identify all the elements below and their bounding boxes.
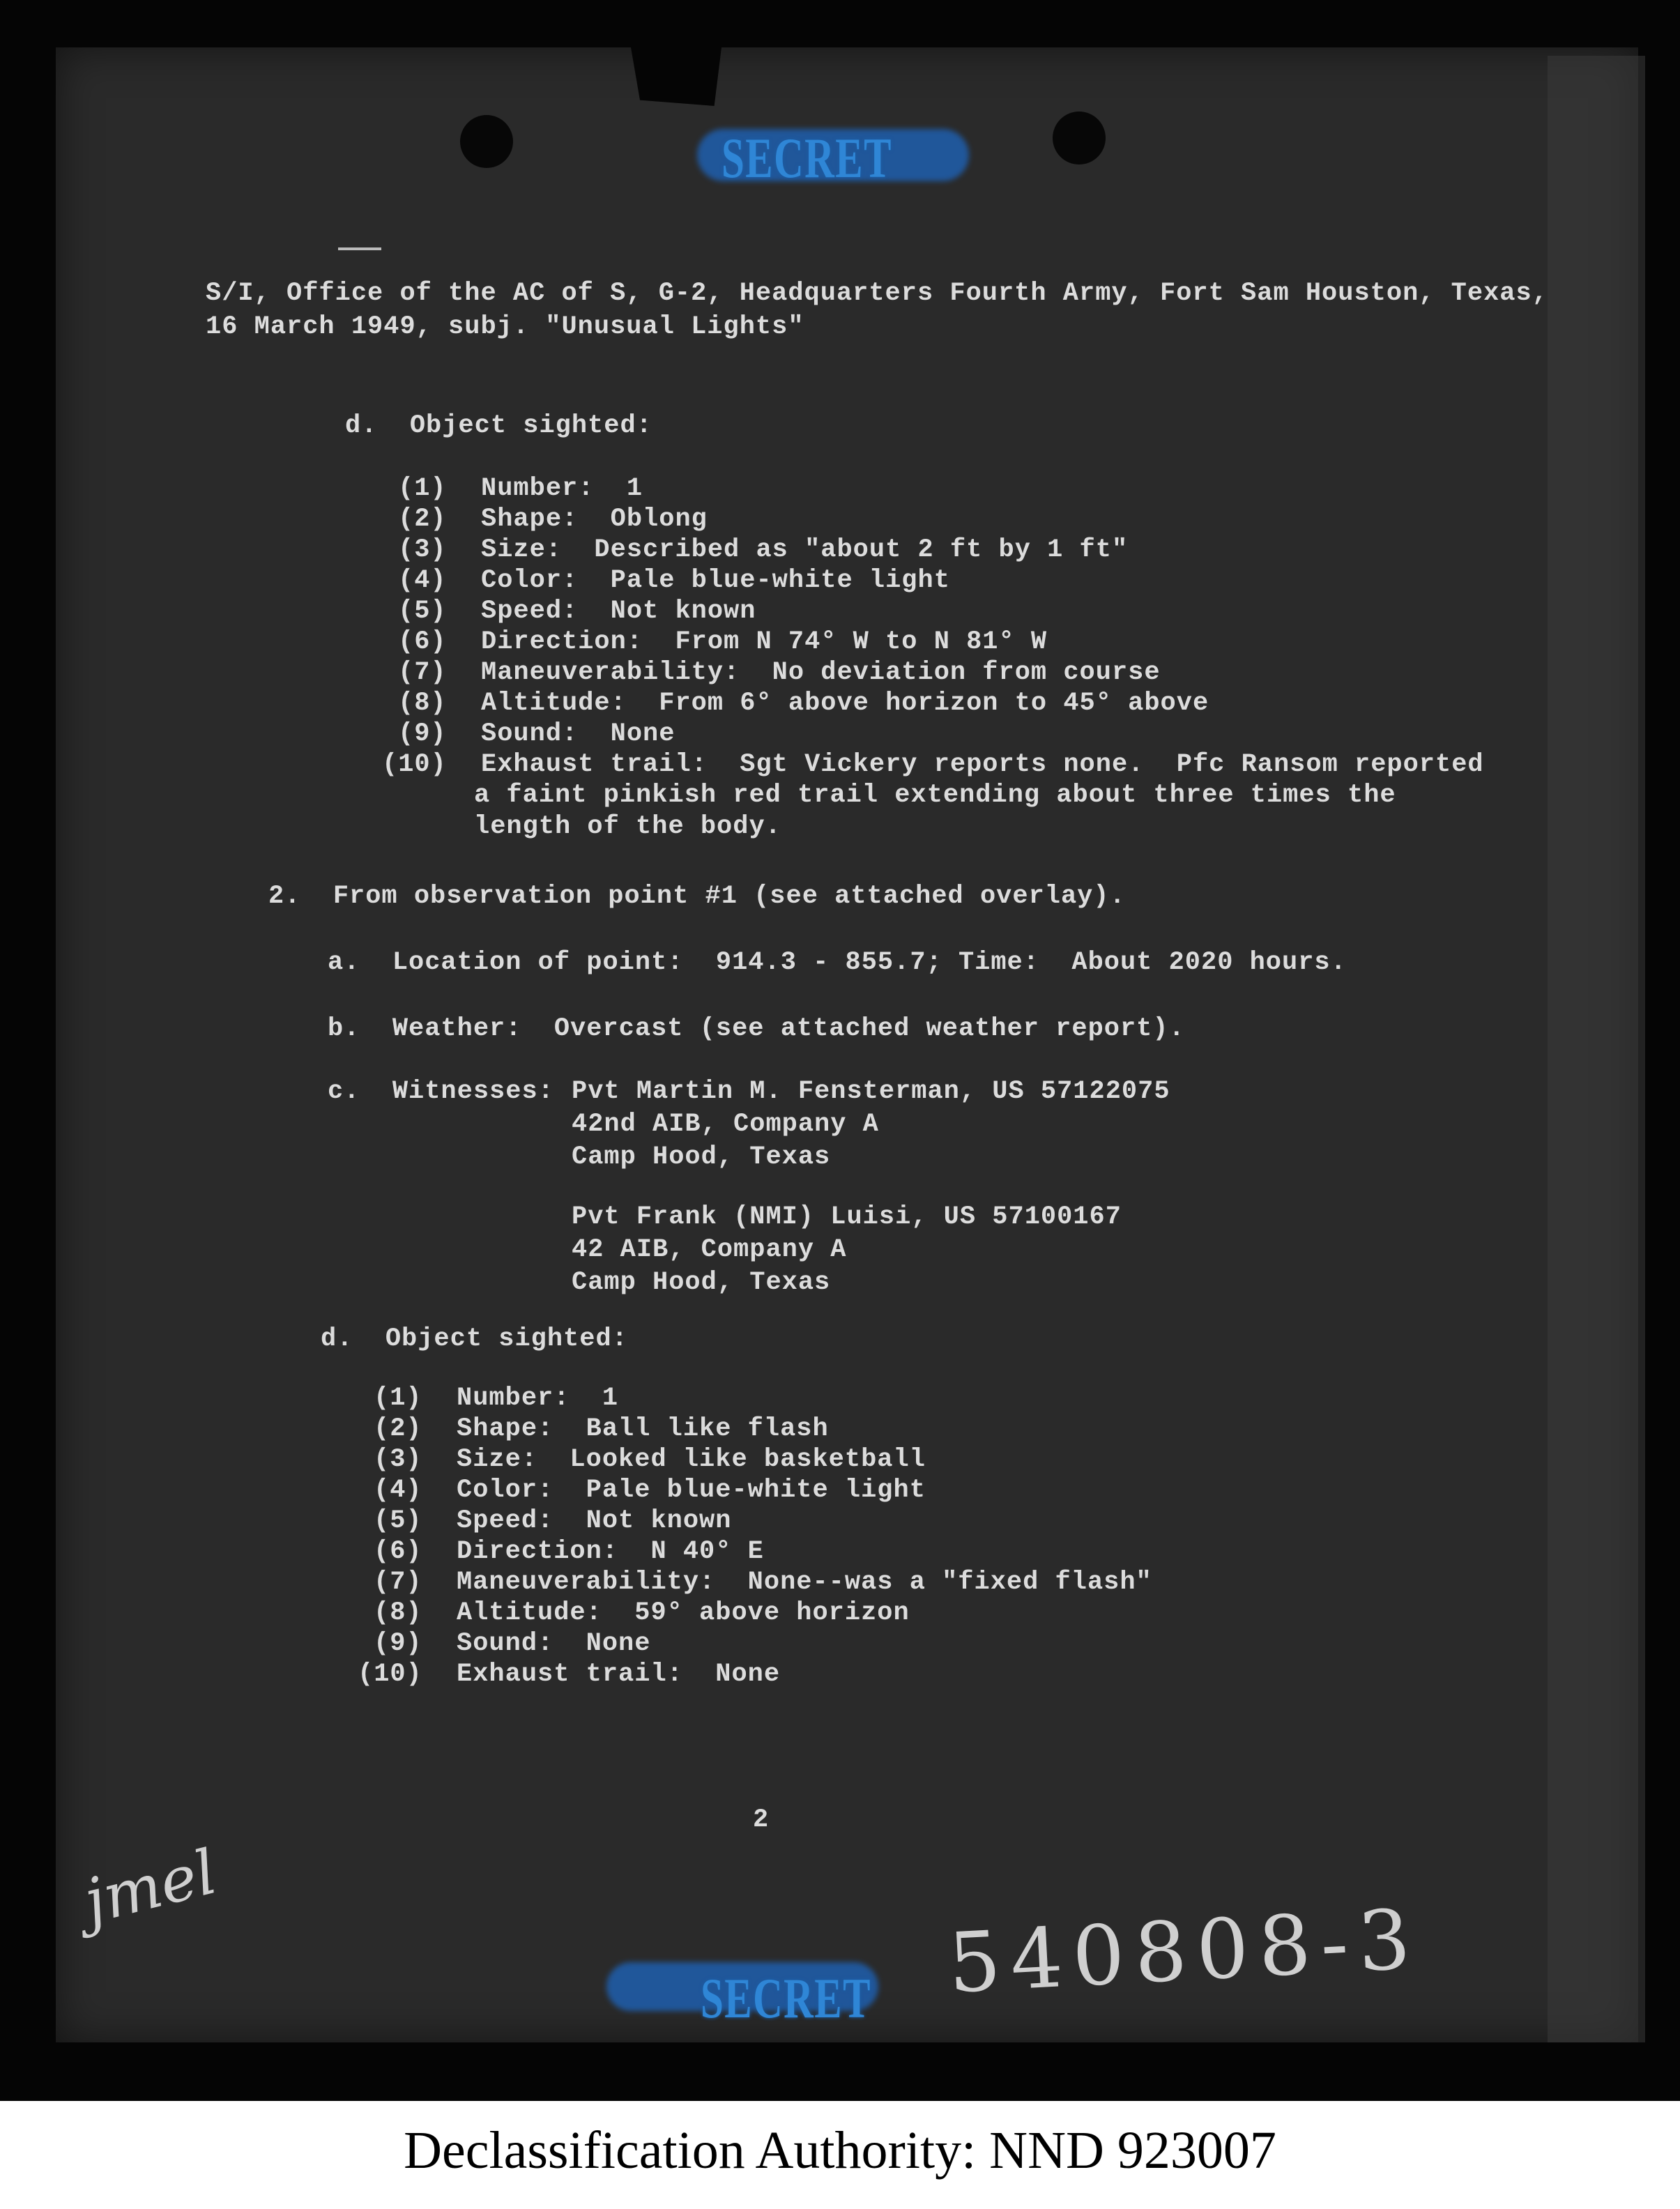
top-rule (338, 247, 381, 250)
secret-stamp-top: SECRET (721, 126, 892, 190)
caption-bar (0, 2101, 1680, 2209)
witness-1-line-1: Pvt Martin M. Fensterman, US 57122075 (572, 1077, 1170, 1106)
list-item-number: (3) (398, 535, 447, 565)
list-item-text: Size: Described as "about 2 ft by 1 ft" (481, 535, 1129, 565)
list-item-text: Direction: N 40° E (457, 1537, 764, 1566)
list-item-number: (8) (374, 1598, 422, 1628)
paper-tear (631, 47, 721, 106)
list-item-text: Size: Looked like basketball (457, 1445, 926, 1474)
item10-continuation-2: length of the body. (474, 812, 781, 841)
list-item-text: Altitude: From 6° above horizon to 45° above (481, 689, 1209, 718)
header-line-1: S/I, Office of the AC of S, G-2, Headquarters Fourth Army, Fort Sam Houston, Texas, (206, 279, 1548, 308)
list-item-text: Speed: Not known (481, 597, 756, 626)
handwritten-file-number: 540808-3 (945, 1890, 1423, 2012)
section-2-heading: 2. From observation point #1 (see attached overlay). (268, 882, 1126, 911)
list-item-number: (4) (398, 566, 447, 595)
secret-stamp-bottom: SECRET (701, 1966, 871, 2030)
witness-2-line-3: Camp Hood, Texas (572, 1268, 831, 1297)
punch-hole-left (460, 115, 513, 168)
page-number: 2 (753, 1805, 770, 1835)
list-item-text: Speed: Not known (457, 1506, 732, 1536)
list-item-text: Maneuverability: None--was a "fixed flash" (457, 1568, 1152, 1597)
list-item-text: Direction: From N 74° W to N 81° W (481, 627, 1048, 657)
list-item-text: Exhaust trail: None (457, 1660, 781, 1689)
witness-2-line-2: 42 AIB, Company A (572, 1235, 847, 1264)
header-line-2: 16 March 1949, subj. "Unusual Lights" (206, 312, 804, 342)
list-item-number: (7) (374, 1568, 422, 1597)
section-2-object-sighted: d. Object sighted: (321, 1324, 628, 1354)
list-item-text: Color: Pale blue-white light (481, 566, 950, 595)
list-item-number: (10) (382, 750, 447, 779)
witness-2-line-1: Pvt Frank (NMI) Luisi, US 57100167 (572, 1202, 1122, 1232)
item10-continuation-1: a faint pinkish red trail extending about three times the (474, 781, 1396, 810)
list-item-number: (6) (398, 627, 447, 657)
witness-1-line-3: Camp Hood, Texas (572, 1142, 831, 1172)
weather-line: b. Weather: Overcast (see attached weather report). (328, 1014, 1185, 1044)
list-item-text: Shape: Oblong (481, 505, 708, 534)
handwritten-initials: jmel (77, 1835, 224, 1938)
list-item-number: (5) (398, 597, 447, 626)
list-item-number: (9) (398, 719, 447, 749)
list-item-text: Maneuverability: No deviation from course (481, 658, 1161, 687)
list-item-text: Color: Pale blue-white light (457, 1476, 926, 1505)
list-item-number: (5) (374, 1506, 422, 1536)
list-item-text: Number: 1 (481, 474, 643, 503)
list-item-text: Sound: None (481, 719, 675, 749)
witnesses-label: c. Witnesses: (328, 1077, 554, 1106)
list-item-number: (4) (374, 1476, 422, 1505)
list-item-text: Shape: Ball like flash (457, 1414, 829, 1444)
punch-hole-right (1053, 112, 1106, 165)
paper-sheet (56, 47, 1638, 2042)
list-item-number: (1) (374, 1384, 422, 1413)
section-heading-object-sighted: d. Object sighted: (345, 411, 652, 441)
list-item-number: (2) (398, 505, 447, 534)
witness-1-line-2: 42nd AIB, Company A (572, 1110, 879, 1139)
list-item-number: (7) (398, 658, 447, 687)
list-item-number: (3) (374, 1445, 422, 1474)
location-line: a. Location of point: 914.3 - 855.7; Time: About 2020 hours. (328, 948, 1347, 977)
list-item-number: (9) (374, 1629, 422, 1658)
paper-edge (1548, 56, 1645, 2042)
list-item-text: Number: 1 (457, 1384, 619, 1413)
list-item-number: (1) (398, 474, 447, 503)
declassification-caption: Declassification Authority: NND 923007 (404, 2121, 1276, 2180)
list-item-number: (2) (374, 1414, 422, 1444)
list-item-number: (8) (398, 689, 447, 718)
list-item-number: (6) (374, 1537, 422, 1566)
list-item-text: Altitude: 59° above horizon (457, 1598, 910, 1628)
list-item-text: Exhaust trail: Sgt Vickery reports none. Pfc Ransom reported (481, 750, 1484, 779)
list-item-number: (10) (358, 1660, 422, 1689)
list-item-text: Sound: None (457, 1629, 651, 1658)
